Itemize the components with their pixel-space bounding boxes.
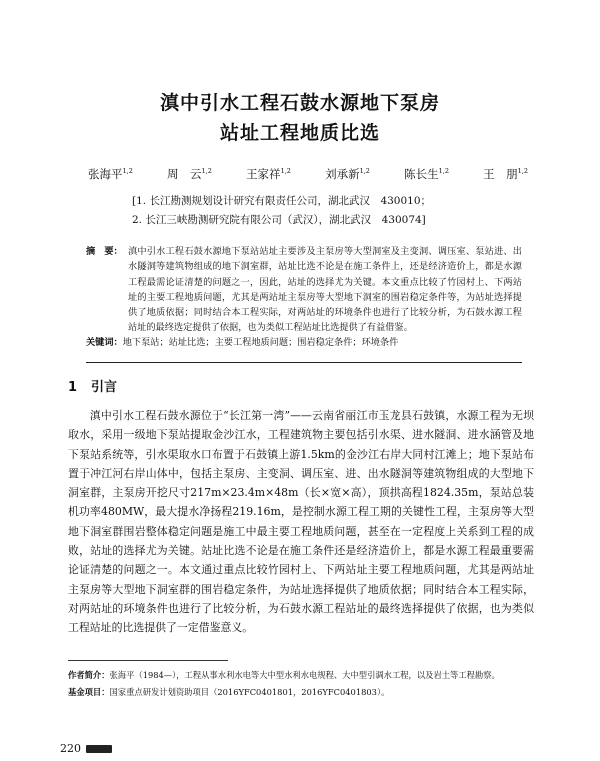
journal-logo-icon [86, 745, 112, 753]
author: 张海平$^{1,2}$ [88, 167, 133, 181]
abstract-text: 滇中引水工程石鼓水源地下泵站站址主要涉及主泵房等大型洞室及主变洞、调压室、泵站进、出水隧洞等建筑物组成的地下洞室群，站址比选不论是在施工条件上，还是经济造价上，都是水源工程最需论证清楚的问题之一，因此，站址的选择尤为关键。本文重点比较了竹园村上、下两站址的主要工程地质问题，尤其是两站址主泵房等大型地下洞室的围岩稳定条件等，为站址选择提供了地质依据；同时结合本工程实际，对两站址的环境条件也进行了比较分析，为石鼓水源工程站址的最终选定提供了依据，也为类似工程站址比选提供了有益借鉴。 [128, 246, 522, 334]
author: 王 朋$^{1,2}$ [483, 167, 528, 181]
author-list [88, 166, 528, 182]
keywords-label: 关键词： [86, 337, 123, 348]
abstract [86, 244, 522, 336]
paper-title-line1: 滇中引水工程石鼓水源地下泵房 [159, 92, 440, 114]
author: 刘承新$^{1,2}$ [325, 167, 370, 181]
author: 王家祥$^{1,2}$ [246, 167, 291, 181]
footnote-divider [68, 660, 228, 661]
section-title: 引言 [91, 380, 118, 395]
footnote-author: 作者简介：张海平（1984—），工程从事水利水电等大中型水利水电规程、大中型引调水工程，以及岩土等工程勘察。 [68, 670, 500, 680]
paper-title-line2: 站址工程地质比选 [219, 122, 380, 144]
body-text [68, 406, 534, 638]
footnote-fund: 基金项目：国家重点研发计划资助项目（2016YFC0401801，2016YFC0401803）。 [68, 686, 390, 697]
page-number: 220 [60, 742, 112, 755]
section-number: 1 [68, 380, 78, 395]
abstract-label: 摘 要： [86, 246, 123, 257]
paragraph: 滇中引水工程石鼓水源位于“长江第一湾”——云南省丽江市玉龙县石鼓镇，水源工程为无坝取水，采用一级地下泵站提取金沙江水，工程建筑物主要包括引水渠、进水隧洞、进水涵管及地下泵站系统等，引水渠取水口布置于石鼓镇上游1.5km的金沙江右岸大同村江滩上；地下泵站布置于冲江河右岸山体中，包括主泵房、主变洞、调压室、进、出水隧洞等建筑物组成的大型地下洞室群，主泵房开挖尺寸217m×23.4m×48m（长×宽×高），顶拱高程1824.35m，泵站总装机功率480MW，最大提水净扬程219.16m，是控制水源工程工期的关键性工程，主泵房等大型地下洞室群围岩整体稳定问题是施工中最主要工程地质问题，甚至在一定程度上关系到工程的成败，站址的选择尤为关键。站址比选不论是在施工条件还是经济造价上，都是水源工程最重要需论证清楚的问题之一。本文通过重点比较竹园村上、下两站址主要工程地质问题，尤其是两站址主泵房等大型地下洞室群的围岩稳定条件，为站址选择提供了地质依据；同时结合本工程实际，对两站址的环境条件也进行了比较分析，为石鼓水源工程站址的最终选择提供了依据，也为类似工程站址的比选提供了一定借鉴意义。 [68, 409, 534, 635]
divider [86, 362, 522, 363]
affiliation-1: [1. 长江勘测规划设计研究有限责任公司，湖北武汉 430010； [132, 195, 432, 207]
footnotes [68, 668, 534, 699]
keywords [86, 334, 526, 348]
author: 陈长生$^{1,2}$ [404, 167, 449, 181]
section-heading [68, 376, 117, 395]
keywords-text: 地下泵站；站址比选；主要工程地质问题；围岩稳定条件；环境条件 [122, 337, 399, 348]
author: 周 云$^{1,2}$ [167, 167, 212, 181]
affiliation-2: 2. 长江三峡勘测研究院有限公司（武汉），湖北武汉 430074] [132, 214, 426, 226]
